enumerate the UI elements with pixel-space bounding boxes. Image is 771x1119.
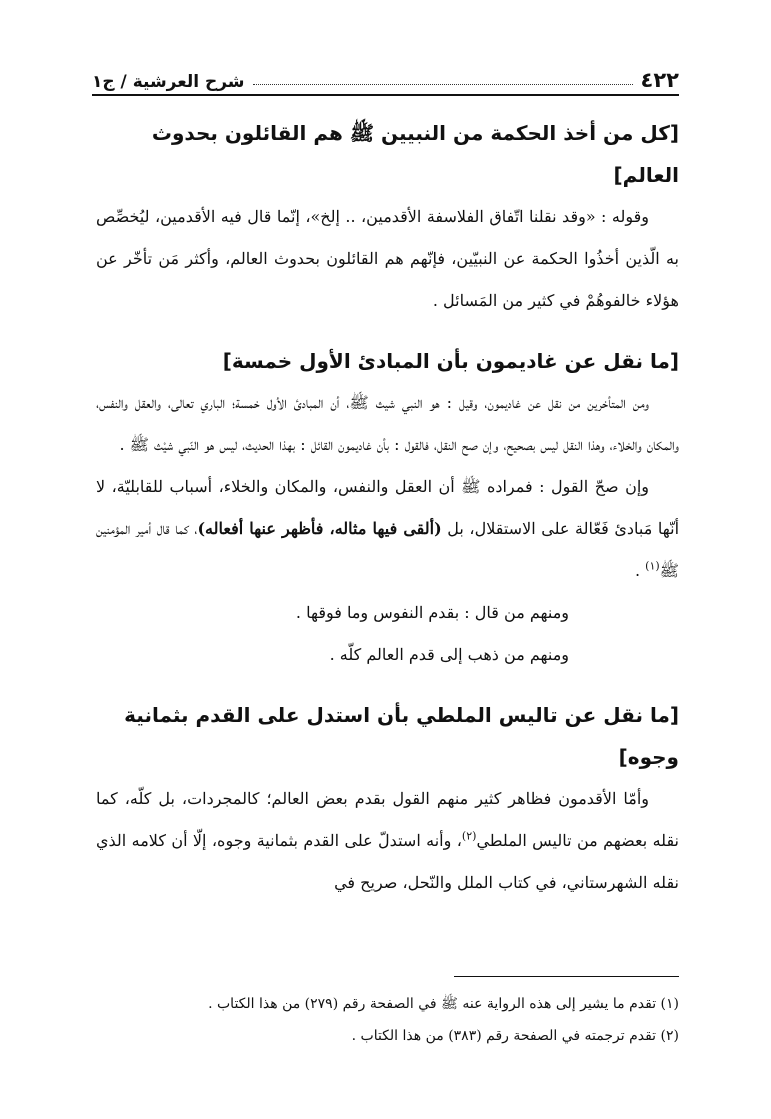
page-body: [96, 112, 679, 904]
running-title: شرح العرشية / ج١: [92, 72, 245, 92]
section-heading-1: [كل من أخذ الحكمة من النبيين ﷺ هم القائلون بحدوث العالم]: [151, 121, 679, 187]
footnote-ref-1[interactable]: (١): [645, 559, 660, 573]
footnotes: [92, 988, 679, 1052]
footnote-1: (١) تقدم ما يشير إلى هذه الرواية عنه ﷺ في الصفحة رقم (٢٧٩) من هذا الكتاب .: [208, 996, 679, 1012]
paragraph-3-end: .: [634, 561, 646, 580]
indented-line-1: ومنهم من قال : بقدم النفوس وما فوقها .: [295, 603, 569, 622]
header-dot-leader: [253, 84, 633, 85]
paragraph-2: ومن المتأخرين من نقل عن غاديمون، وقيل : هو النبي شيث ﷺ، أن المبادئ الأول خمسة؛ الباري تعالى، والعقل والنفس، والمكان والخلاء، وهذا النقل ليس بصحيح، وإن صح النقل، فالقول : بأن غاديمون القائل : بهذا الحديث، ليس هو النّبي شيْث ﷺ .: [96, 393, 679, 454]
page-number: ٤٢٢: [640, 68, 679, 92]
section-heading-2: [ما نقل عن غاديمون بأن المبادئ الأول خمسة]: [222, 349, 679, 373]
paragraph-4: [96, 778, 679, 904]
footnote-2: (٢) تقدم ترجمته في الصفحة رقم (٣٨٣) من هذا الكتاب .: [351, 1028, 679, 1044]
paragraph-3-text-a: وإن صحّ القول : فمراده ﷺ أن العقل والنفس، والمكان والخلاء، أسباب للقابليّة، لا أنّها مَبادئ فَعّالة على الاستقلال، بل: [96, 477, 680, 538]
paragraph-4-text-a: وأمّا الأقدمون فظاهر كثير منهم القول بقدم بعض العالم؛ كالمجردات، بل كلّه، كما نقله بعضهم من تاليس الملطي: [96, 789, 680, 850]
paragraph-1: وقوله : «وقد نقلنا اتّفاق الفلاسفة الأقدمين، .. إلخ»، إنّما قال فيه الأقدمين، ليُخصِّص به الّذين أخذُوا الحكمة عن النبيّين، فإنّهم هم القائلون بحدوث العالم، وأكثر مَن تأخّر عن هؤلاء خالفوهُمْ في كثير من المَسائل .: [96, 207, 679, 310]
paragraph-3: [96, 466, 679, 592]
paragraph-4-text-b: ، وأنه استدلّ على القدم بثمانية وجوه، إلّا أن كلامه الذي نقله الشهرستاني، في كتاب الملل والنّحل، صريح في: [96, 831, 679, 892]
indented-line-2: ومنهم من ذهب إلى قدم العالم كلّه .: [329, 645, 569, 664]
section-heading-3: [ما نقل عن تاليس الملطي بأن استدل على القدم بثمانية وجوه]: [124, 703, 679, 769]
footnote-ref-2[interactable]: (٢): [461, 829, 477, 843]
footnote-divider: [454, 976, 679, 977]
paragraph-3-quote: (ألقى فيها مثاله، فأظهر عنها أفعاله): [197, 519, 442, 538]
page-header: [92, 62, 679, 96]
paragraph-3-text-b: ، كما قال أمير المؤمنين ﷺ: [96, 519, 679, 580]
